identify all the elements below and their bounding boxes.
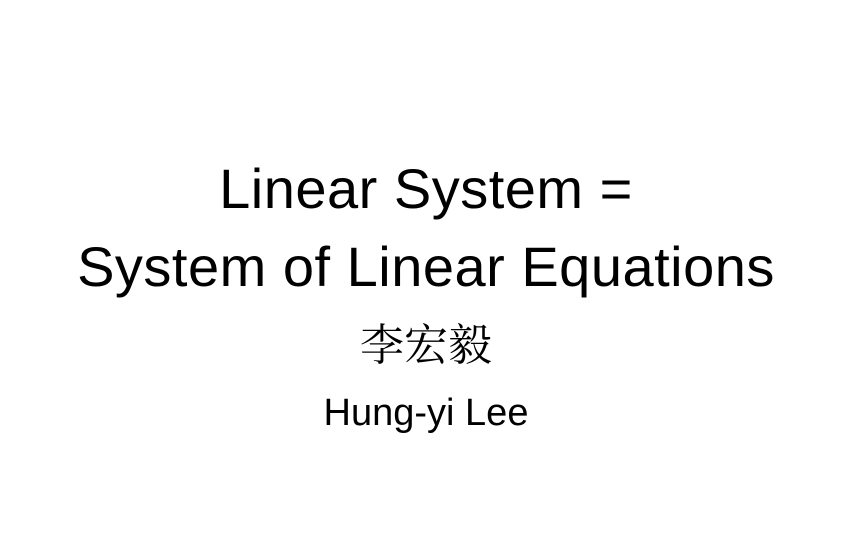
title-line-1: Linear System =: [219, 157, 633, 220]
title-line-2: System of Linear Equations: [77, 235, 775, 298]
author-name-chinese: 李宏毅: [360, 320, 492, 371]
author-name-english: Hung-yi Lee: [323, 392, 529, 434]
slide-title: [0, 150, 852, 306]
